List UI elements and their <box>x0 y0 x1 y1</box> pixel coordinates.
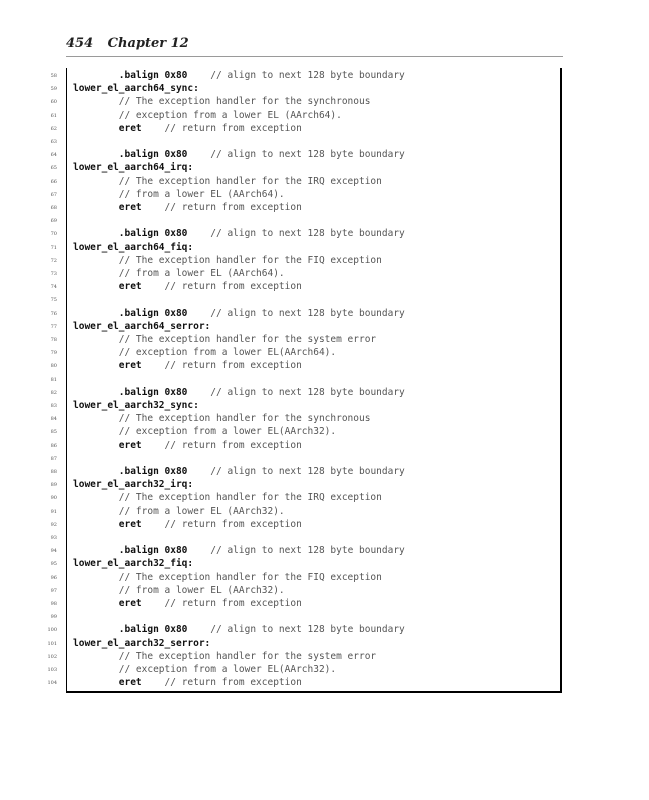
line-number: 66 <box>50 178 57 185</box>
code-indent <box>73 149 119 160</box>
code-indent <box>73 624 119 635</box>
code-label: lower_el_aarch64_irq: <box>73 162 194 174</box>
code-line <box>50 412 560 425</box>
code-line <box>50 544 560 557</box>
code-comment: // return from exception <box>164 677 302 689</box>
code-indent <box>142 440 165 451</box>
code-text <box>73 505 285 518</box>
code-indent <box>73 334 119 345</box>
code-text <box>73 161 193 174</box>
code-indent <box>73 202 119 213</box>
code-label: lower_el_aarch32_fiq: <box>73 558 194 570</box>
code-keyword: .balign 0x80 <box>118 228 188 240</box>
line-number: 62 <box>50 125 57 132</box>
line-number: 101 <box>47 640 57 647</box>
code-indent <box>142 360 165 371</box>
code-comment: // exception from a lower EL (AArch64). <box>118 109 342 121</box>
line-number: 83 <box>50 403 57 409</box>
code-text <box>73 95 370 108</box>
code-indent <box>73 347 119 358</box>
code-indent <box>187 149 210 160</box>
line-number: 82 <box>50 389 57 396</box>
line-number: 69 <box>50 218 57 225</box>
code-keyword: .balign 0x80 <box>118 466 188 477</box>
line-number: 92 <box>50 521 57 528</box>
page-header <box>66 36 563 57</box>
code-text <box>73 320 210 333</box>
line-number: 85 <box>50 429 57 436</box>
line-number: 90 <box>50 495 57 502</box>
code-indent <box>73 70 119 81</box>
code-line <box>50 188 560 201</box>
code-line <box>50 254 560 267</box>
code-line <box>50 571 560 584</box>
code-indent <box>73 585 119 596</box>
line-number: 80 <box>50 363 57 370</box>
code-line <box>50 584 560 597</box>
code-line <box>50 518 560 531</box>
code-text <box>73 584 285 597</box>
line-number: 73 <box>50 271 57 277</box>
code-label: lower_el_aarch64_sync: <box>73 83 199 95</box>
code-indent <box>73 255 119 266</box>
code-comment: // align to next 128 byte boundary <box>210 149 405 161</box>
code-text <box>73 82 199 95</box>
code-comment: // The exception handler for the FIQ exception <box>118 571 382 583</box>
code-keyword: eret <box>118 202 142 213</box>
code-comment: // align to next 128 byte boundary <box>210 466 405 477</box>
line-number: 86 <box>50 442 57 449</box>
line-number: 74 <box>50 284 57 291</box>
code-text <box>73 399 199 412</box>
code-text <box>73 69 405 82</box>
code-label: lower_el_aarch64_serror: <box>73 320 211 332</box>
code-comment: // The exception handler for the synchronous <box>118 96 371 108</box>
code-keyword: .balign 0x80 <box>118 386 188 398</box>
code-comment: // return from exception <box>164 281 302 293</box>
code-line <box>50 452 560 465</box>
code-text <box>73 148 405 161</box>
code-keyword: eret <box>118 281 142 293</box>
code-indent <box>187 70 210 81</box>
code-indent <box>187 228 210 239</box>
code-indent <box>73 413 119 424</box>
code-comment: // The exception handler for the IRQ exception <box>118 492 382 504</box>
code-label: lower_el_aarch32_sync: <box>73 400 199 411</box>
code-comment: // return from exception <box>164 122 302 134</box>
code-text <box>73 557 193 570</box>
code-text <box>73 122 302 135</box>
code-comment: // align to next 128 byte boundary <box>210 624 405 636</box>
code-text <box>73 359 302 372</box>
code-line <box>50 201 560 214</box>
code-comment: // exception from a lower EL(AArch64). <box>118 347 337 359</box>
line-number: 94 <box>50 548 57 555</box>
code-text <box>73 491 382 504</box>
code-comment: // exception from a lower EL(AArch32). <box>118 426 337 438</box>
line-number: 70 <box>50 231 57 238</box>
code-indent <box>142 202 165 213</box>
code-line <box>47 623 560 636</box>
code-text <box>73 663 336 676</box>
line-number: 79 <box>50 350 57 357</box>
code-keyword: .balign 0x80 <box>118 624 188 636</box>
code-line <box>50 320 560 333</box>
code-comment: // align to next 128 byte boundary <box>210 545 405 557</box>
page-number: 454 <box>66 36 94 51</box>
line-number: 95 <box>50 561 57 568</box>
code-indent <box>142 123 165 134</box>
code-comment: // exception from a lower EL(AArch32). <box>118 664 337 675</box>
code-text <box>73 544 405 557</box>
code-line <box>47 663 560 676</box>
code-comment: // from a lower EL (AArch32). <box>118 584 285 596</box>
code-line <box>50 148 560 161</box>
code-indent <box>73 545 119 556</box>
code-keyword: eret <box>118 122 142 134</box>
code-label: lower_el_aarch32_irq: <box>73 479 194 491</box>
code-comment: // align to next 128 byte boundary <box>210 228 405 240</box>
code-line <box>50 557 560 570</box>
code-text <box>73 307 405 320</box>
code-indent <box>73 110 119 121</box>
code-indent <box>73 268 119 279</box>
code-text <box>73 227 405 240</box>
code-text <box>73 254 382 267</box>
code-indent <box>73 189 119 200</box>
code-line <box>50 280 560 293</box>
code-indent <box>73 96 119 107</box>
code-text <box>73 241 193 254</box>
line-number: 87 <box>50 455 57 462</box>
code-text <box>73 267 285 280</box>
code-indent <box>187 624 210 635</box>
code-text <box>73 109 342 122</box>
code-comment: // return from exception <box>164 439 302 451</box>
code-line <box>50 531 560 544</box>
code-indent <box>73 426 119 437</box>
code-line <box>50 175 560 188</box>
code-indent <box>142 519 165 530</box>
code-line <box>47 650 560 663</box>
code-text <box>73 650 376 663</box>
line-number: 77 <box>50 323 57 330</box>
code-indent <box>73 651 119 662</box>
line-number: 93 <box>50 535 57 541</box>
line-number: 61 <box>50 112 57 119</box>
line-number: 68 <box>50 205 57 211</box>
code-text <box>73 412 370 425</box>
code-comment: // The exception handler for the synchronous <box>118 413 371 425</box>
code-indent <box>73 176 119 187</box>
code-indent <box>187 308 210 319</box>
code-text <box>73 439 302 452</box>
code-text <box>73 175 382 188</box>
code-line <box>50 439 560 452</box>
code-comment: // return from exception <box>164 202 302 213</box>
code-text <box>73 188 285 201</box>
code-indent <box>142 598 165 609</box>
line-number: 102 <box>47 653 57 660</box>
code-label: lower_el_aarch32_serror: <box>73 637 211 649</box>
code-comment: // The exception handler for the system error <box>118 650 377 662</box>
code-line <box>50 386 560 399</box>
code-text <box>73 280 302 293</box>
code-keyword: .balign 0x80 <box>118 149 188 161</box>
code-indent <box>187 545 210 556</box>
line-number: 91 <box>50 508 57 515</box>
code-text <box>73 597 302 610</box>
code-text <box>73 346 336 359</box>
code-line <box>50 227 560 240</box>
line-number: 84 <box>50 416 57 423</box>
line-number: 99 <box>50 614 57 621</box>
code-text <box>73 676 302 689</box>
code-text <box>73 465 405 478</box>
code-indent <box>73 466 119 477</box>
code-keyword: .balign 0x80 <box>118 70 188 81</box>
code-text <box>73 623 405 636</box>
code-line <box>50 214 560 227</box>
code-listing <box>47 68 562 693</box>
code-keyword: eret <box>118 677 142 689</box>
code-indent <box>73 308 119 319</box>
code-indent <box>187 387 210 398</box>
line-number: 104 <box>47 680 57 687</box>
line-number: 58 <box>50 73 57 79</box>
code-line <box>50 82 560 95</box>
code-comment: // from a lower EL (AArch64). <box>118 188 285 200</box>
code-text <box>73 637 210 650</box>
code-indent <box>73 387 119 398</box>
line-number: 72 <box>50 257 57 264</box>
code-keyword: eret <box>118 598 142 609</box>
code-comment: // The exception handler for the system error <box>118 334 377 345</box>
line-number: 64 <box>50 152 57 159</box>
code-line <box>50 333 560 346</box>
code-line <box>50 307 560 320</box>
code-line <box>50 478 560 491</box>
code-indent <box>73 677 119 688</box>
code-line <box>50 373 560 386</box>
line-number: 71 <box>50 244 57 251</box>
line-number: 98 <box>50 601 57 607</box>
code-keyword: eret <box>118 360 142 372</box>
code-line <box>50 109 560 122</box>
line-number: 60 <box>50 99 57 106</box>
code-indent <box>73 519 119 530</box>
code-line <box>47 637 560 650</box>
code-line <box>50 241 560 254</box>
line-number: 100 <box>47 627 57 634</box>
code-text <box>73 201 302 214</box>
code-text <box>73 518 302 531</box>
code-line <box>50 425 560 438</box>
code-line <box>47 676 560 689</box>
code-line <box>50 161 560 174</box>
code-indent <box>73 598 119 609</box>
line-number: 67 <box>50 191 57 198</box>
line-number: 96 <box>50 574 57 581</box>
line-number: 63 <box>50 139 57 145</box>
code-comment: // return from exception <box>164 518 302 530</box>
code-keyword: eret <box>118 439 142 451</box>
code-line <box>50 69 560 82</box>
line-number: 75 <box>50 297 57 304</box>
code-indent <box>73 664 119 675</box>
line-number: 78 <box>50 337 57 343</box>
code-comment: // from a lower EL (AArch32). <box>118 505 285 517</box>
line-number: 88 <box>50 469 57 475</box>
code-line <box>50 346 560 359</box>
code-indent <box>142 281 165 292</box>
code-line <box>50 610 560 623</box>
code-comment: // align to next 128 byte boundary <box>210 386 405 398</box>
code-keyword: .balign 0x80 <box>118 545 188 557</box>
code-text <box>73 333 376 346</box>
code-line <box>50 293 560 306</box>
line-number: 89 <box>50 482 57 489</box>
code-line <box>50 399 560 412</box>
code-indent <box>73 123 119 134</box>
code-text <box>73 386 405 399</box>
code-indent <box>73 506 119 517</box>
code-indent <box>73 492 119 503</box>
code-line <box>50 359 560 372</box>
code-line <box>50 465 560 478</box>
code-indent <box>73 360 119 371</box>
line-number: 103 <box>47 667 57 673</box>
code-indent <box>73 228 119 239</box>
code-text <box>73 478 193 491</box>
line-number: 76 <box>50 310 57 317</box>
code-line <box>50 597 560 610</box>
line-number: 81 <box>50 376 57 383</box>
chapter-title: Chapter 12 <box>107 36 189 51</box>
code-comment: // align to next 128 byte boundary <box>210 70 405 81</box>
code-indent <box>73 440 119 451</box>
code-line <box>50 267 560 280</box>
code-indent <box>73 572 119 583</box>
code-text <box>73 425 336 438</box>
code-indent <box>142 677 165 688</box>
code-comment: // return from exception <box>164 360 302 372</box>
code-line <box>50 135 560 148</box>
code-comment: // return from exception <box>164 598 302 609</box>
code-line <box>50 491 560 504</box>
code-label: lower_el_aarch64_fiq: <box>73 241 194 253</box>
code-comment: // from a lower EL (AArch64). <box>118 268 285 279</box>
code-keyword: .balign 0x80 <box>118 307 188 319</box>
line-number: 65 <box>50 165 57 172</box>
code-indent <box>187 466 210 477</box>
line-number: 97 <box>50 587 57 594</box>
code-line <box>50 122 560 135</box>
code-line <box>50 505 560 518</box>
line-number: 59 <box>50 86 57 93</box>
code-text <box>73 571 382 584</box>
code-comment: // The exception handler for the FIQ exception <box>118 254 382 266</box>
code-line <box>50 95 560 108</box>
code-comment: // align to next 128 byte boundary <box>210 307 405 319</box>
code-keyword: eret <box>118 518 142 530</box>
code-indent <box>73 281 119 292</box>
code-comment: // The exception handler for the IRQ exception <box>118 175 382 187</box>
